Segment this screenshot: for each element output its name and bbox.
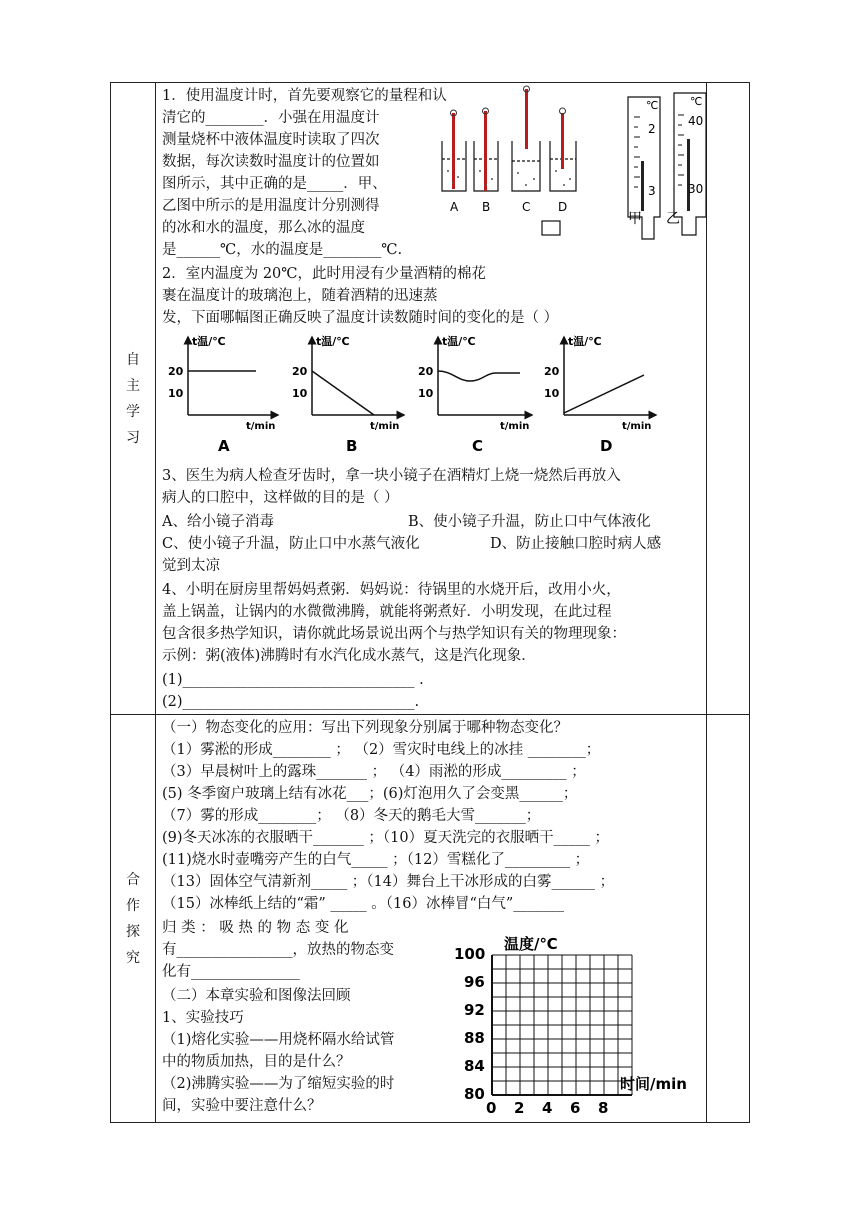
q4-answer-1[interactable]: (1)________________________________ .	[162, 672, 424, 688]
beaker-label-d: D	[558, 200, 568, 214]
svg-text:C: C	[472, 437, 484, 455]
grid-y-tick: 88	[464, 1029, 485, 1047]
grid-x-tick: 8	[598, 1099, 609, 1115]
grid-x-tick: 6	[570, 1099, 581, 1115]
graph-b	[292, 334, 404, 455]
svg-text:10: 10	[168, 387, 184, 400]
svg-text:20: 20	[544, 365, 560, 378]
beaker-label-c: C	[522, 200, 531, 214]
therm-jia-unit: ℃	[646, 99, 659, 112]
self-study-content: 1．使用温度计时，首先要观察它的量程和认 清它的________．小强在用温度计 测量烧杯中液体温度时读取了四次 数据，每次读数时温度计的位置如 图所示，其中正确的是_____．甲、 乙图中所示的是用温度计分别测得 的冰和水的温度，那么冰的温度 是______℃，水的温度是________℃. A B C D ℃ 2 3 ℃ 40 30 甲 乙 2．室内温度为 20℃，此时用浸有少量酒精的棉花 裹在温度计的玻璃泡上，随着酒精的迅速蒸 发，下面哪幅图正确反映了温度计读数随时间的变化的是（ ） t温/℃ 20 10 t/min A t温/℃ 20 10 t/min B t温/℃ 20 10 t/min C t温/℃ 20 10 t/min D 3、医生为病人检查牙齿时，拿一块小镜子在酒精灯上烧一烧然后再放入 病人的口腔中，这样做的目的是（ ） A、给小镜子消毒 B、使小镜子升温，防止口中气体液化 C、使小镜子升温，防止口中水蒸气液化 D、防止接触口腔时病人感 觉到太凉 4、小明在厨房里帮妈妈煮粥．妈妈说：待锅里的水烧开后，改用小火， 盖上锅盖，让锅内的水微微沸腾，就能将粥煮好．小明发现，在此过程 包含很多热学知识，请你就此场景说出两个与热学知识有关的物理现象： 示例：粥(液体)沸腾时有水汽化成水蒸气，这是汽化现象． (1)________________________________ . (2)________________________________.	[156, 83, 707, 715]
svg-text:10: 10	[418, 387, 434, 400]
svg-text:t/min: t/min	[370, 421, 400, 432]
therm-yi-tick-30: 30	[688, 182, 704, 196]
svg-text:A: A	[218, 437, 230, 455]
q2-graphs	[160, 331, 658, 461]
svg-text:10: 10	[292, 387, 308, 400]
svg-text:20: 20	[418, 365, 434, 378]
worksheet-table	[110, 82, 750, 1123]
svg-text:t温/℃: t温/℃	[316, 335, 350, 348]
therm-yi-tick-40: 40	[688, 114, 704, 128]
q3-option-b: B、使小镜子升温，防止口中气体液化	[408, 514, 651, 530]
grid-y-tick: 100	[454, 945, 486, 963]
grid-y-tick: 92	[464, 1001, 485, 1019]
grid-x-tick: 2	[514, 1099, 525, 1115]
grid-y-title: 温度/℃	[504, 935, 558, 953]
therm-jia-tick-3: 3	[648, 184, 656, 198]
grid-y-tick: 84	[464, 1057, 485, 1075]
grid-x-tick: 0	[486, 1099, 497, 1115]
q3-option-d-cont: 觉到太凉	[162, 558, 220, 574]
thermometer-figure	[620, 87, 730, 259]
svg-text:t/min: t/min	[622, 421, 652, 432]
q4-answer-2[interactable]: (2)________________________________.	[162, 694, 420, 710]
grid-x-title: 时间/min	[620, 1075, 687, 1093]
beaker-label-b: B	[482, 200, 491, 214]
svg-text:t温/℃: t温/℃	[568, 335, 602, 348]
svg-text:t/min: t/min	[500, 421, 530, 432]
svg-text:D: D	[600, 437, 613, 455]
label-self-study: 自 主 学 习	[111, 83, 156, 715]
q3-option-c: C、使小镜子升温，防止口中水蒸气液化	[162, 536, 420, 552]
q3-option-d: D、防止接触口腔时病人感	[490, 536, 662, 552]
cooperate-content: （一）物态变化的应用：写出下列现象分别属于哪种物态变化？ （1）雾淞的形成________ ； （2）雪灾时电线上的冰挂 ________； （3）早晨树叶上的露珠_______ ； （4）雨淞的形成_________ ； (5) 冬季窗户玻璃上结有冰花___；(6)灯泡用久了会变黑______； （7）雾的形成________； （8）冬天的鹅毛大雪_______； (9)冬天冰冻的衣服晒干_______ ；（10）夏天洗完的衣服晒干_____ ； (11)烧水时壶嘴旁产生的白气_____ ；（12）雪糕化了_________ ； （13）固体空气清新剂_____ ；（14）舞台上干冰形成的白雾______ ； （15）冰棒纸上结的“霜” _____ 。（16）冰棒冒“白气”_______ 归 类 ： 吸 热 的 物 态 变 化 有________________，放热的物态变 化有_______________ （二）本章实验和图像法回顾 1、实验技巧 （1)熔化实验——用烧杯隔水给试管 中的物质加热，目的是什么？ （2)沸腾实验——为了缩短实验的时 间，实验中要注意什么？ 温度/℃ 时间/min 100 96 92 88 84 80 0 2 4 6 8	[156, 715, 707, 1123]
grid-y-tick: 96	[464, 973, 485, 991]
beaker-figure	[438, 83, 596, 253]
therm-yi-name: 乙	[666, 211, 680, 227]
blank-grid-chart	[452, 919, 704, 1115]
therm-jia-tick-2: 2	[648, 122, 656, 136]
svg-text:t温/℃: t温/℃	[442, 335, 476, 348]
graph-c	[418, 334, 532, 455]
grid-y-tick: 80	[464, 1085, 485, 1103]
svg-text:t/min: t/min	[246, 421, 276, 432]
grid-x-tick: 4	[542, 1099, 553, 1115]
svg-text:10: 10	[544, 387, 560, 400]
beaker-label-a: A	[450, 200, 459, 214]
label-cooperate: 合 作 探 究	[111, 715, 156, 1123]
q3-option-a: A、给小镜子消毒	[162, 514, 274, 530]
graph-d	[544, 334, 656, 455]
grid-lines	[492, 955, 632, 1095]
graph-a	[168, 334, 278, 455]
svg-text:20: 20	[168, 365, 184, 378]
svg-text:t温/℃: t温/℃	[192, 335, 226, 348]
svg-text:20: 20	[292, 365, 308, 378]
therm-yi-unit: ℃	[690, 95, 703, 108]
therm-jia-name: 甲	[628, 211, 642, 227]
svg-text:B: B	[346, 437, 358, 455]
right-margin-cell-2	[707, 715, 750, 1123]
